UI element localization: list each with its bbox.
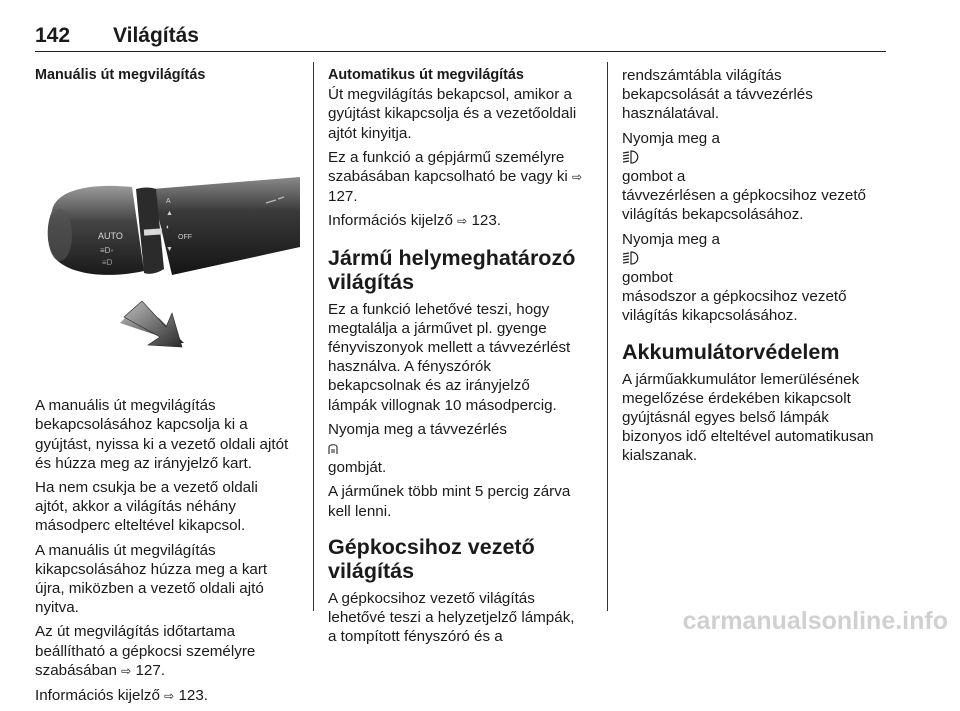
paragraph: A manuális út megvilágítás kikapcsolásához húzza meg a kart újra, miközben a vezető oldali ajtó nyitva. [35, 541, 268, 617]
paragraph-text: Ez a funkció a gépjármű személyre szabásában kapcsolható be vagy ki [328, 148, 568, 186]
paragraph-text: Nyomja meg a [622, 230, 720, 248]
paragraph: A járműnek több mint 5 percig zárva kell lenni. [328, 483, 571, 520]
chapter-title: Világítás [113, 24, 199, 47]
svg-text:◐: ◐ [166, 224, 171, 232]
page-reference-link[interactable]: 123. [178, 687, 209, 705]
column-divider [607, 62, 608, 611]
page-reference-link[interactable]: 123. [471, 212, 502, 230]
paragraph: A járműakkumulátor lemerülésének megelőzése érdekében kikapcsolt gyújtásnál egyes belső lámpák bizonyos idő elteltével automatikusan kialszanak. [622, 370, 874, 465]
column-3 [622, 66, 890, 471]
paragraph-text: Az út megvilágítás időtartama beállítható a gépkocsi személyre szabásában [35, 623, 256, 679]
reference-arrow-icon: ⇨ [572, 170, 583, 185]
svg-text:OFF: OFF [178, 234, 192, 242]
page-reference-link[interactable]: 127. [328, 188, 358, 206]
paragraph: Ez a funkció lehetővé teszi, hogy megtalálja a járművet pl. gyenge fényviszonyok mellett a távvezérlést használva. A fényszórók bekapcsolnak és az irányjelző lámpák villognak 10 másodpercig. [328, 300, 571, 414]
paragraph [35, 622, 300, 681]
page-reference-link[interactable]: 127. [135, 661, 166, 679]
svg-text:≡D: ≡D [102, 258, 113, 268]
paragraph: rendszámtábla világítás bekapcsolását a távvezérlés használatával. [622, 67, 813, 123]
page-number: 142 [35, 24, 71, 47]
low-beam-icon [622, 150, 640, 164]
svg-text:A: A [166, 198, 171, 206]
low-beam-icon [622, 251, 640, 265]
section-heading: Akkumulátorvédelem [622, 339, 840, 364]
paragraph-text: gombot másodszor a gépkocsihoz vezető világítás kikapcsolásához. [622, 269, 847, 325]
reference-arrow-icon: ⇨ [121, 663, 132, 678]
paragraph-text: Információs kijelző [328, 212, 453, 230]
paragraph [622, 230, 890, 326]
column-divider [313, 62, 314, 611]
svg-text:≡D◦: ≡D◦ [100, 246, 114, 256]
turn-signal-lever-illustration [32, 147, 300, 362]
paragraph [328, 211, 594, 231]
header-divider [35, 51, 886, 52]
paragraph [622, 129, 890, 225]
vehicle-locator-icon [328, 442, 338, 455]
reference-arrow-icon: ⇨ [457, 214, 468, 229]
paragraph: Ha nem csukja be a vezető oldali ajtót, akkor a világítás néhány másodperc elteltével kikapcsol. [35, 479, 258, 535]
svg-text:▼: ▼ [166, 246, 173, 254]
column-2 [328, 66, 594, 651]
paragraph: A gépkocsihoz vezető világítás lehetővé teszi a helyzetjelző lámpák, a tompított fényszóró és a [328, 589, 575, 646]
reference-arrow-icon: ⇨ [164, 689, 175, 704]
paragraph-text: gombot a távvezérlésen a gépkocsihoz vezető világítás bekapcsolásához. [622, 168, 866, 224]
paragraph: Út megvilágítás bekapcsol, amikor a gyújtást kikapcsolja és a vezetőoldali ajtót kinyitja. [328, 86, 577, 142]
column-1 [35, 66, 300, 711]
paragraph-text: Információs kijelző [35, 687, 160, 705]
section-heading: Jármű helymeghatározó világítás [328, 245, 576, 294]
auto-label: AUTO [98, 231, 123, 242]
paragraph: A manuális út megvilágítás bekapcsolásához kapcsolja ki a gyújtást, nyissa ki a vezető oldali ajtót és húzza meg az irányjelző kart. [35, 397, 289, 472]
paragraph [328, 420, 594, 478]
watermark: carmanualsonline.info [682, 607, 948, 635]
paragraph-text: Nyomja meg a távvezérlés [328, 420, 507, 438]
section-heading: Manuális út megvilágítás [35, 67, 206, 83]
paragraph [328, 148, 594, 207]
section-heading: Automatikus út megvilágítás [328, 67, 524, 83]
paragraph [35, 686, 300, 706]
svg-text:▲: ▲ [166, 210, 173, 218]
page-header [35, 24, 886, 50]
paragraph-text: gombját. [328, 459, 387, 477]
section-heading: Gépkocsihoz vezető világítás [328, 534, 535, 583]
paragraph-text: Nyomja meg a [622, 129, 720, 147]
